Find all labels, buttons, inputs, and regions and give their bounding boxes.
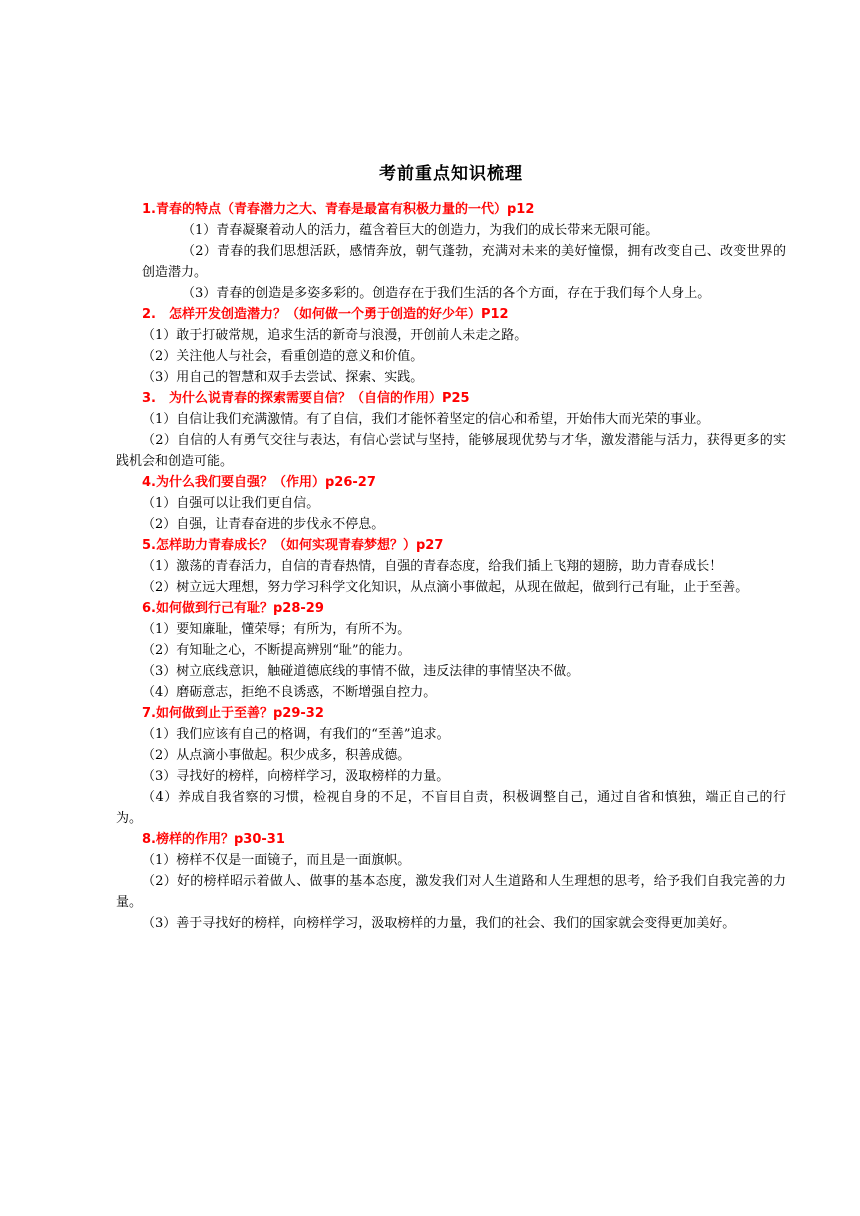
document-page	[116, 162, 786, 934]
section-item: （1）青春凝聚着动人的活力，蕴含着巨大的创造力，为我们的成长带来无限可能。	[182, 223, 659, 238]
section-item: （4）养成自我省察的习惯，检视自身的不足，不盲目自责，积极调整自己，通过自省和慎独，端正自己的行为。	[116, 790, 786, 826]
section-item: （1）我们应该有自己的格调，有我们的“至善”追求。	[142, 727, 450, 742]
section-heading: 1.青春的特点（青春潜力之大、青春是最富有积极力量的一代）p12	[142, 202, 535, 217]
section-item: （2）自信的人有勇气交往与表达，有信心尝试与坚持，能够展现优势与才华，激发潜能与活力，获得更多的实践机会和创造可能。	[116, 433, 786, 469]
section-heading: 2. 怎样开发创造潜力？（如何做一个勇于创造的好少年）P12	[142, 307, 509, 322]
section-item: （2）有知耻之心，不断提高辨别“耻”的能力。	[142, 643, 411, 658]
section-3	[116, 388, 786, 472]
section-heading: 4.为什么我们要自强？（作用）p26-27	[142, 475, 376, 490]
section-list	[116, 199, 786, 934]
section-heading: 8.榜样的作用？p30-31	[142, 832, 285, 847]
section-item: （4）磨砺意志，拒绝不良诱惑，不断增强自控力。	[142, 685, 437, 700]
section-item: （2）树立远大理想，努力学习科学文化知识，从点滴小事做起，从现在做起，做到行己有耻，止于至善。	[142, 580, 749, 595]
section-7	[116, 703, 786, 829]
section-item: （1）榜样不仅是一面镜子，而且是一面旗帜。	[142, 853, 411, 868]
section-heading: 6.如何做到行己有耻？p28-29	[142, 601, 324, 616]
section-6	[116, 598, 786, 703]
page-title: 考前重点知识梳理	[379, 164, 523, 184]
section-item: （1）自强可以让我们更自信。	[142, 496, 320, 511]
section-item: （1）自信让我们充满激情。有了自信，我们才能怀着坚定的信心和希望，开始伟大而光荣的事业。	[142, 412, 710, 427]
section-item: （2）自强，让青春奋进的步伐永不停息。	[142, 517, 385, 532]
section-item: （2）从点滴小事做起。积少成多，积善成德。	[142, 748, 411, 763]
section-item: （1）要知廉耻，懂荣辱；有所为，有所不为。	[142, 622, 411, 637]
section-1	[116, 199, 786, 304]
section-2	[116, 304, 786, 388]
section-item: （3）用自己的智慧和双手去尝试、探索、实践。	[142, 370, 424, 385]
section-item: （2）好的榜样昭示着做人、做事的基本态度，激发我们对人生道路和人生理想的思考，给予我们自我完善的力量。	[116, 874, 786, 910]
section-5	[116, 535, 786, 598]
section-item: （3）寻找好的榜样，向榜样学习，汲取榜样的力量。	[142, 769, 450, 784]
section-4	[116, 472, 786, 535]
section-item: （2）青春的我们思想活跃，感情奔放，朝气蓬勃，充满对未来的美好憧憬，拥有改变自己、改变世界的创造潜力。	[142, 244, 786, 280]
section-item: （2）关注他人与社会，看重创造的意义和价值。	[142, 349, 424, 364]
section-8	[116, 829, 786, 934]
section-heading: 5.怎样助力青春成长？（如何实现青春梦想？）p27	[142, 538, 444, 553]
section-item: （1）敢于打破常规，追求生活的新奇与浪漫，开创前人未走之路。	[142, 328, 528, 343]
section-item: （3）青春的创造是多姿多彩的。创造存在于我们生活的各个方面，存在于我们每个人身上。	[182, 286, 711, 301]
section-heading: 7.如何做到止于至善？p29-32	[142, 706, 324, 721]
section-heading: 3. 为什么说青春的探索需要自信？（自信的作用）P25	[142, 391, 470, 406]
section-item: （3）善于寻找好的榜样，向榜样学习，汲取榜样的力量，我们的社会、我们的国家就会变得更加美好。	[142, 916, 736, 931]
section-item: （1）激荡的青春活力，自信的青春热情，自强的青春态度，给我们插上飞翔的翅膀，助力青春成长！	[142, 559, 723, 574]
section-item: （3）树立底线意识，触碰道德底线的事情不做，违反法律的事情坚决不做。	[142, 664, 580, 679]
